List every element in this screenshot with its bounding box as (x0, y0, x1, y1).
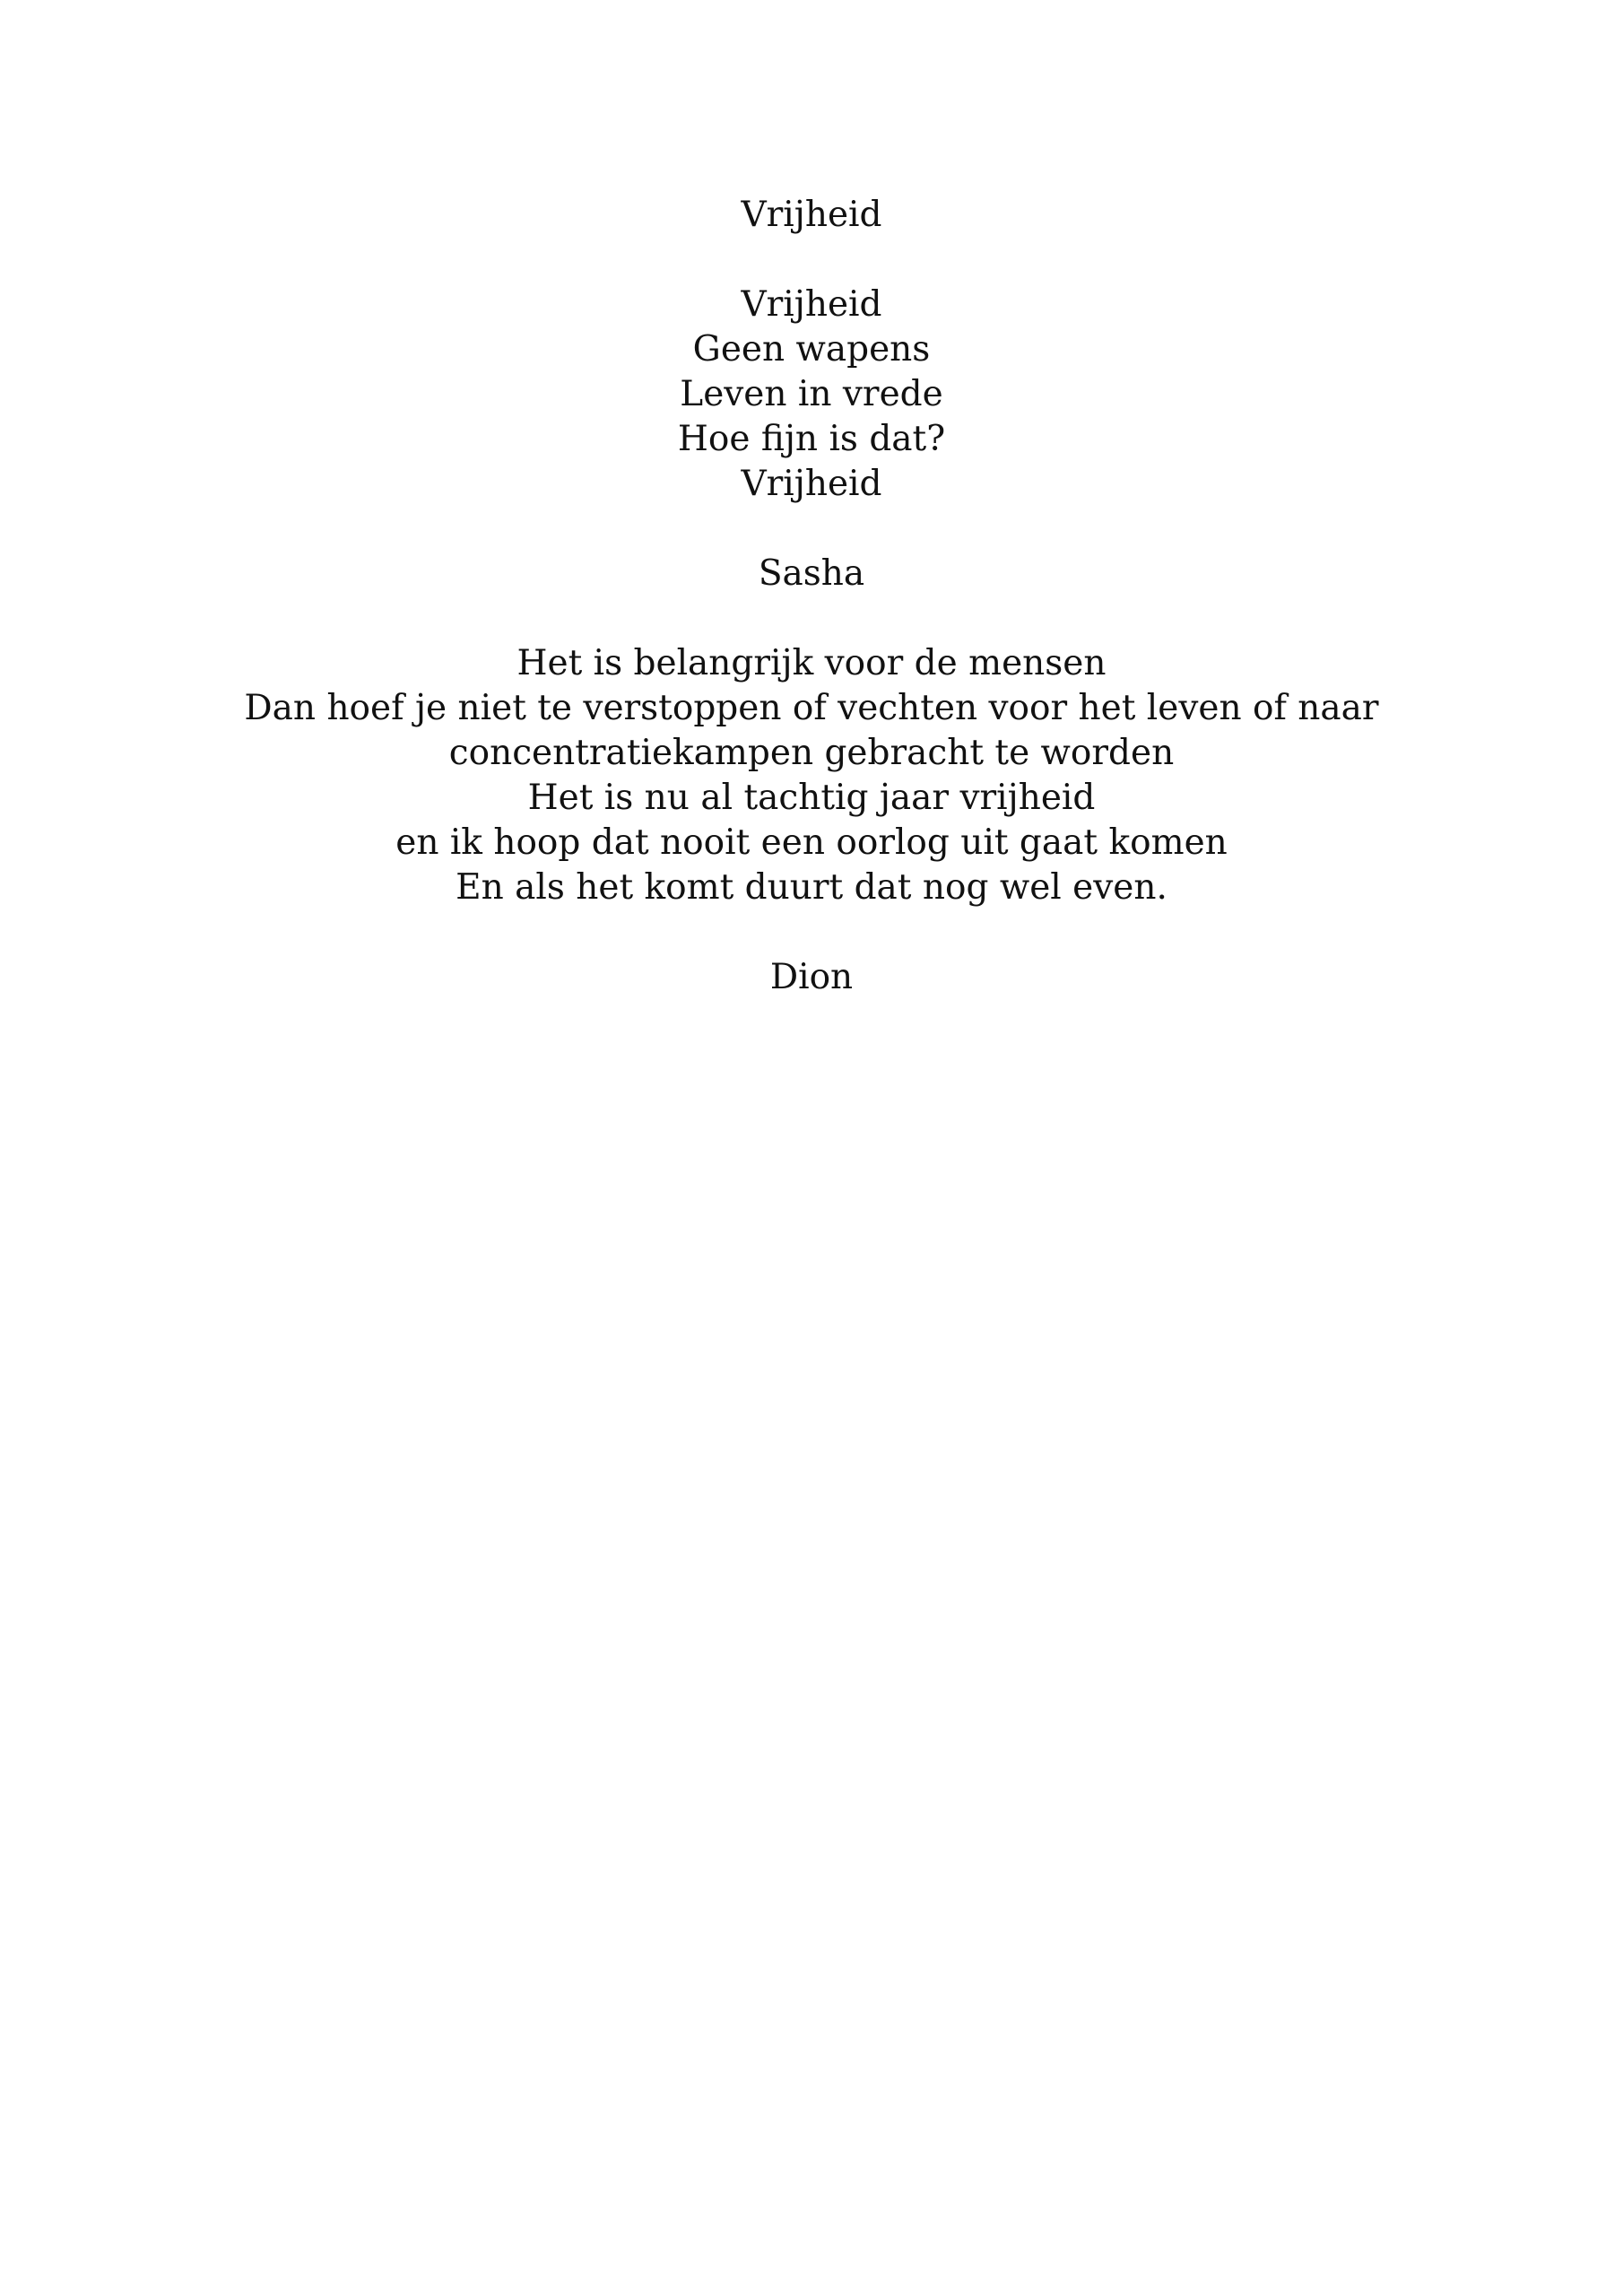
poem-1-line: Hoe fijn is dat? (677, 419, 946, 459)
poem-2-author: Dion (769, 957, 854, 997)
poem-2 (0, 641, 1623, 910)
page-title: Vrijheid (741, 195, 882, 235)
spacer (0, 507, 1623, 552)
poem-1-author: Sasha (758, 553, 865, 594)
poem-2-line: Het is belangrijk voor de mensen (516, 643, 1107, 683)
poem-2-line: Dan hoef je niet te verstoppen of vechten voor het leven of naar (244, 688, 1379, 728)
poem-1-line: Vrijheid (741, 464, 882, 504)
poem-2-line: en ik hoop dat nooit een oorlog uit gaat komen (395, 822, 1228, 863)
poem-1-line: Leven in vrede (680, 374, 943, 414)
spacer (0, 238, 1623, 283)
poem-1-line: Vrijheid (741, 284, 882, 325)
poem-2-line: En als het komt duurt dat nog wel even. (456, 867, 1167, 908)
poem-1-line: Geen wapens (692, 329, 931, 370)
poem-1 (0, 283, 1623, 507)
poem-2-line: Het is nu al tachtig jaar vrijheid (527, 778, 1096, 818)
spacer (0, 910, 1623, 955)
spacer (0, 596, 1623, 641)
poem-2-line: concentratiekampen gebracht te worden (448, 733, 1175, 773)
poem-text-block (0, 193, 1623, 1000)
